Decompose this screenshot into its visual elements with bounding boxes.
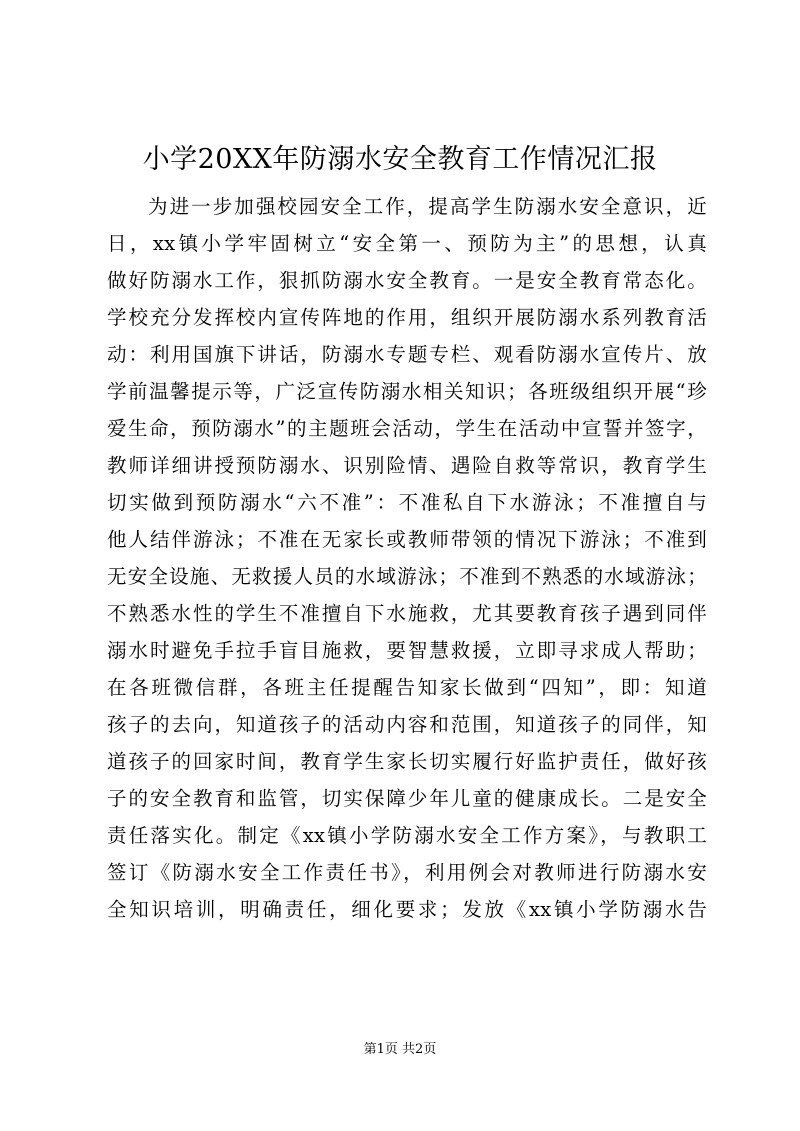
paragraph-line: 签订《防溺水安全工作责任书》，利用例会对教师进行防溺水安 bbox=[107, 861, 707, 884]
paragraph-line: 学校充分发挥校内宣传阵地的作用，组织开展防溺水系列教育活 bbox=[107, 306, 707, 329]
paragraph-line: 溺水时避免手拉手盲目施救，要智慧救援，立即寻求成人帮助； bbox=[107, 639, 707, 662]
paragraph-line: 子的安全教育和监管，切实保障少年儿童的健康成长。二是安全 bbox=[107, 787, 707, 810]
paragraph-line: 全知识培训，明确责任，细化要求；发放《xx镇小学防溺水告 bbox=[107, 898, 707, 921]
paragraph-line: 道孩子的回家时间，教育学生家长切实履行好监护责任，做好孩 bbox=[107, 750, 707, 773]
paragraph-line: 教师详细讲授预防溺水、识别险情、遇险自救等常识，教育学生 bbox=[107, 454, 707, 477]
paragraph-line: 孩子的去向，知道孩子的活动内容和范围，知道孩子的同伴，知 bbox=[107, 713, 707, 736]
paragraph-line: 在各班微信群，各班主任提醒告知家长做到“四知”，即：知道 bbox=[107, 676, 707, 699]
paragraph-line: 做好防溺水工作，狠抓防溺水安全教育。一是安全教育常态化。 bbox=[107, 269, 707, 292]
paragraph-line: 动：利用国旗下讲话，防溺水专题专栏、观看防溺水宣传片、放 bbox=[107, 343, 707, 366]
body-paragraph bbox=[107, 188, 707, 928]
paragraph-line: 爱生命，预防溺水”的主题班会活动，学生在活动中宣誓并签字， bbox=[107, 417, 707, 440]
paragraph-line: 无安全设施、无救援人员的水域游泳；不准到不熟悉的水域游泳； bbox=[107, 565, 707, 588]
paragraph-line: 日，xx镇小学牢固树立“安全第一、预防为主”的思想，认真 bbox=[107, 232, 707, 255]
paragraph-line: 切实做到预防溺水“六不准”：不准私自下水游泳；不准擅自与 bbox=[107, 491, 707, 514]
paragraph-line: 他人结伴游泳；不准在无家长或教师带领的情况下游泳；不准到 bbox=[107, 528, 707, 551]
page-footer: 第1页 共2页 bbox=[363, 1042, 437, 1057]
paragraph-line: 责任落实化。制定《xx镇小学防溺水安全工作方案》，与教职工 bbox=[107, 824, 707, 847]
paragraph-line: 不熟悉水性的学生不准擅自下水施救，尤其要教育孩子遇到同伴 bbox=[107, 602, 707, 625]
paragraph-line: 为进一步加强校园安全工作，提高学生防溺水安全意识，近 bbox=[148, 195, 707, 218]
page-title: 小学20XX年防溺水安全教育工作情况汇报 bbox=[142, 144, 658, 175]
paragraph-line: 学前温馨提示等，广泛宣传防溺水相关知识；各班级组织开展“珍 bbox=[107, 380, 707, 403]
